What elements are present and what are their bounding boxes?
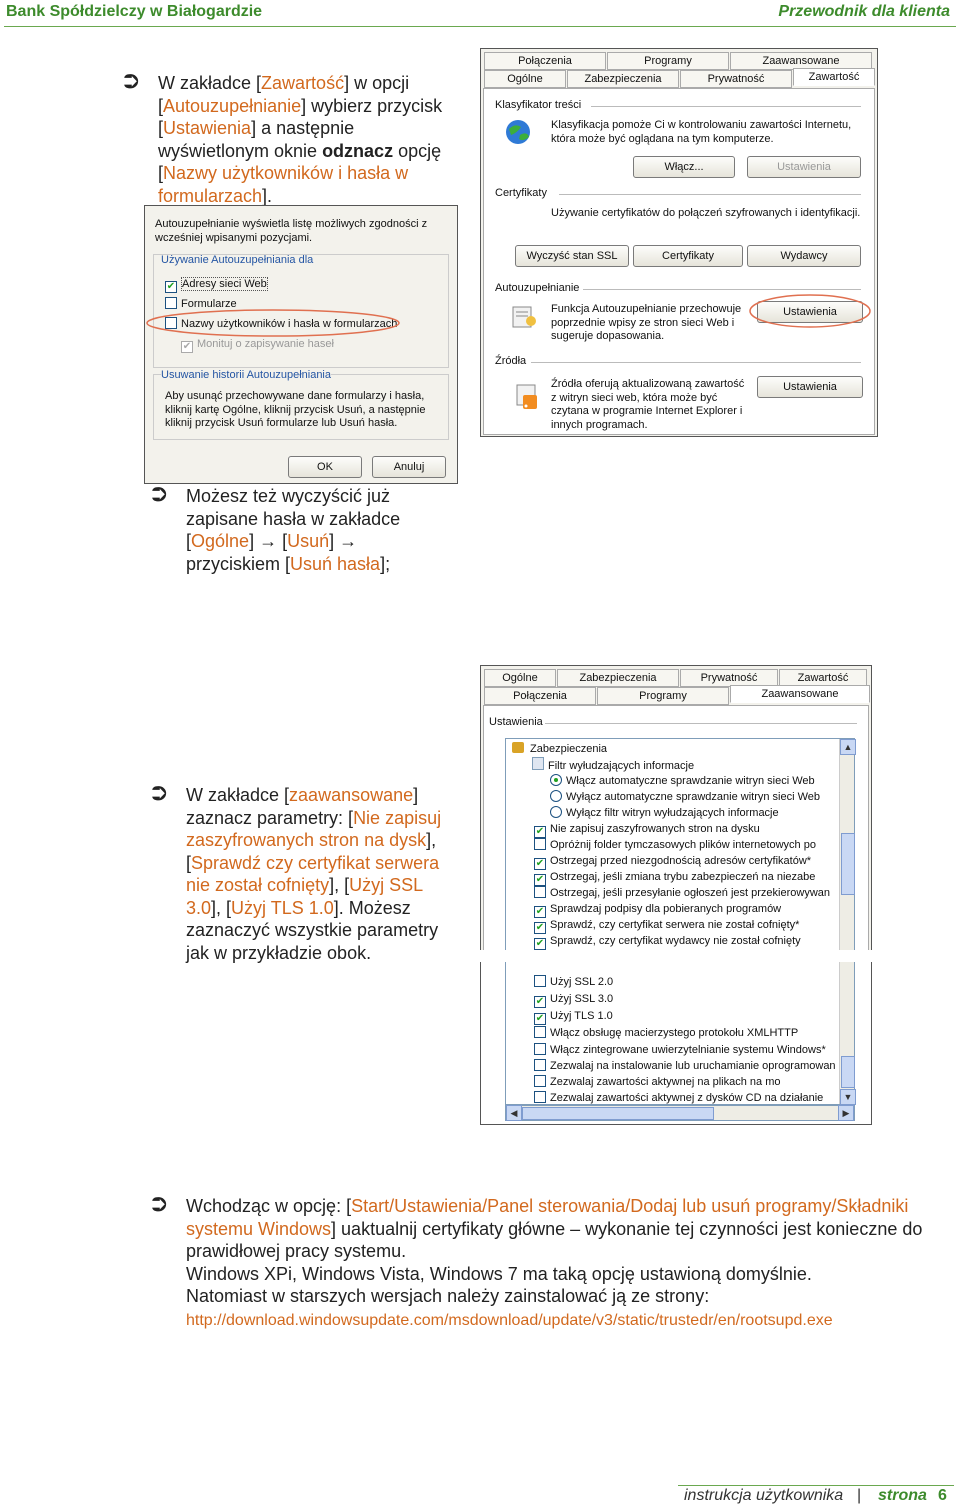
check-nie-zapisuj[interactable] [534,821,760,837]
footer-divider [678,1485,954,1486]
usage-group-title: Używanie Autouzupełniania dla [161,254,314,266]
settings-list[interactable] [505,962,855,1105]
tab-zabezpieczenia[interactable]: Zabezpieczenia [567,70,679,88]
autocomplete-intro: Autouzupełnianie wyświetla listę możliwych zgodności z wcześniej wpisanymi pozycjami. [155,218,428,244]
check-przekierowanie[interactable] [534,885,830,901]
highlight: Usuń hasła [290,553,381,574]
autouzupelnianie-description: Funkcja Autouzupełnianie przechowuje poprzednie wpisy ze stron sieci Web i sugeruje dopasowania. [551,303,742,342]
settings-group-title: Ustawienia [489,716,543,728]
label: Wyłącz automatyczne sprawdzanie witryn sieci Web [566,791,821,803]
text: ]. Możesz zaznaczyć wszystkie parametry jak w przykładzie obok. [186,897,439,963]
tab-programy[interactable]: Programy [597,687,729,705]
checked-icon: ✔ [535,826,545,837]
scroll-down-icon[interactable]: ▼ [840,1089,856,1105]
wydawcy-button[interactable]: Wydawcy [747,245,861,267]
settings-list[interactable] [505,738,855,950]
header-divider [4,26,956,27]
label: Nazwy użytkowników i hasła w formularzach [181,318,398,330]
text: ] zaznacz parametry: [ [186,785,419,828]
check-aktywna-cd[interactable] [534,1090,823,1106]
tab-zawartosc[interactable]: Zawartość [793,68,875,86]
tab-polaczenia[interactable]: Połączenia [484,52,606,70]
arrow-right-icon: → [259,531,278,551]
label: Sprawdzaj podpisy dla pobieranych programów [550,903,782,915]
label: Włącz zintegrowane uwierzytelnianie systemu Windows* [550,1044,826,1056]
arrow-right-icon: → [339,531,358,551]
text: opcję [ [158,140,442,183]
text: W zakładce [ [186,785,290,805]
scroll-thumb[interactable] [522,1107,714,1120]
anuluj-button[interactable]: Anuluj [372,456,446,478]
scrollbar[interactable] [839,739,854,950]
checked-icon: ✔ [535,996,545,1007]
header-guide-title: Przewodnik dla klienta [778,3,950,20]
certyfikaty-button[interactable]: Certyfikaty [633,245,743,267]
checked-icon: ✔ [535,938,545,949]
scroll-thumb[interactable] [841,1056,855,1088]
check-ssl3[interactable] [534,991,613,1007]
divider [583,289,861,290]
bullet-1 [124,72,458,207]
highlight: Ogólne [191,531,250,551]
ok-button[interactable]: OK [288,456,362,478]
tab-polaczenia[interactable]: Połączenia [484,687,596,705]
label: Użyj SSL 2.0 [550,976,614,988]
klasyfikator-description: Klasyfikacja pomoże Ci w kontrolowaniu zawartości Internetu, która może być oglądana na tym komputerze. [551,119,852,145]
check-ssl2[interactable] [534,974,613,990]
unchecked-icon [534,886,546,898]
tab-zaawansowane[interactable]: Zaawansowane [730,52,872,70]
bold-text: odznacz [322,140,394,161]
text: ]; [380,553,391,574]
bullet-arrow-icon: ⮊ [124,72,139,93]
label: Użyj SSL 3.0 [550,993,614,1005]
unchecked-icon [534,1043,546,1055]
divider [591,106,861,107]
label: Włącz obsługę macierzystego protokołu XMLHTTP [550,1027,799,1039]
tab-zaawansowane[interactable]: Zaawansowane [730,685,870,703]
highlight: Zawartość [261,73,345,93]
check-windows-auth[interactable] [534,1042,826,1058]
text: ] a następnie wyświetlonym oknie [158,118,355,161]
check-cert-serwera[interactable] [534,917,799,933]
header-bank-name: Bank Spółdzielczy w Białogardzie [6,3,263,20]
check-cert-wydawcy[interactable] [534,933,801,949]
highlight: Sprawdź czy certyfikat serwera nie został cofnięty [186,852,440,895]
scroll-left-icon[interactable]: ◀ [506,1105,522,1121]
wlacz-button[interactable]: Włącz... [633,156,735,178]
internet-options-content-screenshot [480,48,878,437]
group-klasyfikator: Klasyfikator treści [495,99,582,111]
text: Możesz też wyczyścić już zapisane hasła w zakładce [ [186,486,401,551]
label: Zabezpieczenia [530,743,608,755]
highlight-ellipse [145,306,405,340]
scroll-up-icon[interactable]: ▲ [840,739,856,755]
radio-selected-icon [550,774,562,786]
label: Opróżnij folder tymczasowych plików internetowych po [550,839,816,851]
checked-icon: ✔ [535,922,545,933]
checked-icon: ✔ [535,1013,545,1024]
label: Sprawdź, czy certyfikat wydawcy nie został cofnięty [550,935,801,947]
unchecked-icon [534,1026,546,1038]
horizontal-scrollbar[interactable] [505,1105,855,1121]
bullet-arrow-icon: ⮊ [152,784,167,805]
wyczysc-ssl-button[interactable]: Wyczyść stan SSL [515,245,629,267]
radio-icon [550,790,562,802]
radio-wylacz-filtr[interactable] [550,805,779,821]
check-zmiana-trybu[interactable] [534,869,815,885]
highlight: Usuń [287,531,330,551]
feed-icon [511,381,541,411]
text: [ [277,531,288,551]
tab-ogolne[interactable]: Ogólne [484,70,566,88]
section-zabezpieczenia [512,741,607,757]
group-certyfikaty: Certyfikaty [495,187,547,199]
label: Filtr wyłudzających informacje [548,760,695,772]
text: ] w opcji [ [158,73,410,116]
certyfikaty-description: Używanie certyfikatów do połączeń szyfrowanych i identyfikacji. [551,207,861,219]
divider [545,723,857,724]
footer-page-number: 6 [938,1487,947,1504]
zrodla-description: Źródła oferują aktualizowaną zawartość z witryn sieci web, która może być czytana w programie Internet Explorer i innych programach. [551,378,745,431]
text: przyciskiem [ [186,553,291,574]
label: Użyj TLS 1.0 [550,1010,613,1022]
label: Monituj o zapisywanie haseł [197,338,334,350]
unchecked-icon [534,1059,546,1071]
autocomplete-icon [509,301,539,331]
globe-icon [503,117,533,147]
text: ] [329,531,340,551]
text: ], [ [211,897,232,918]
highlight: Autouzupełnianie [163,95,302,116]
checked-icon: ✔ [166,281,176,292]
label: Sprawdź, czy certyfikat serwera nie został cofnięty* [550,919,800,931]
advanced-settings-continued-screenshot [480,962,872,1125]
footer-separator: | [857,1487,862,1504]
text: Wchodząc w opcję: [ [186,1196,352,1216]
unchecked-icon [534,975,546,987]
rootsupd-download-link[interactable]: http://download.windowsupdate.com/msdownload/update/v3/static/trustedr/en/rootsupd.exe [186,1311,833,1329]
divider [559,194,861,195]
label: Zezwalaj na instalowanie lub uruchamianie oprogramowan [550,1060,836,1072]
scrollbar[interactable] [839,962,854,1104]
label: Adresy sieci Web [182,278,267,290]
bullet-2 [152,485,426,575]
label: Zezwalaj zawartości aktywnej na plikach na mo [550,1076,781,1088]
text: ] wybierz przycisk [ [158,95,443,138]
text: ] [249,531,260,551]
highlight-ellipse [747,291,873,331]
unchecked-icon [534,1075,546,1087]
scroll-right-icon[interactable]: ▶ [838,1105,854,1121]
text: Natomiast w starszych wersjach należy zainstalować ją ze strony: [186,1286,710,1306]
history-description: Aby usunąć przechowywane dane formularzy i hasła, kliknij kartę Ogólne, kliknij przycisk Usuń, a następnie kliknij przycisk Usuń formularze lub Usuń hasła. [165,390,426,429]
text: Windows XPi, Windows Vista, Windows 7 ma taką opcję ustawioną domyślnie. [186,1263,812,1284]
tab-prywatnosc[interactable]: Prywatność [680,669,778,687]
advanced-settings-screenshot [480,665,872,950]
lock-icon [512,742,524,753]
radio-icon [550,806,562,818]
check-aktywna-pliki[interactable] [534,1074,781,1090]
tab-ogolne[interactable]: Ogólne [484,669,556,687]
check-instalowanie[interactable] [534,1058,836,1074]
text: ], [ [186,830,437,873]
highlight: Ustawienia [163,118,252,138]
highlight: Start/Ustawienia/Panel sterowania/Dodaj lub usuń programy/Składniki systemu Windows [186,1196,909,1239]
sub-filtr [532,757,694,773]
text: ]. [262,185,273,206]
label: Ostrzegaj, jeśli zmiana trybu zabezpieczeń na niezabe [550,871,816,883]
text: ], [ [329,875,350,895]
bullet-3 [152,784,456,964]
group-autouzupelnianie: Autouzupełnianie [495,282,580,294]
bullet-arrow-icon: ⮊ [152,485,167,506]
highlight: Użyj TLS 1.0 [231,897,334,918]
footer-page-label: strona [878,1487,927,1504]
bullet-arrow-icon: ⮊ [152,1195,167,1216]
check-podpisy[interactable] [534,901,781,917]
highlight: Użyj SSL 3.0 [186,875,423,918]
adresy-checkbox[interactable] [165,276,268,292]
folder-icon [532,757,544,770]
label: Ostrzegaj, jeśli przesyłanie ogłoszeń jest przekierowywan [550,887,831,899]
label: Ostrzegaj przed niezgodnością adresów certyfikatów* [550,855,812,867]
label: Włącz automatyczne sprawdzanie witryn sieci Web [566,775,815,787]
check-niezgodnosc[interactable] [534,853,811,869]
checked-icon: ✔ [535,874,545,885]
zrodla-ustawienia-button[interactable]: Ustawienia [757,376,863,398]
checked-icon: ✔ [535,906,545,917]
checked-disabled-icon: ✔ [182,341,192,352]
checked-icon: ✔ [535,858,545,869]
label: Nie zapisuj zaszyfrowanych stron na dysku [550,823,760,835]
text: ] uaktualnij certyfikaty główne – wykonanie tej czynności jest konieczne do prawidłowej pracy systemu. [186,1218,923,1261]
check-oproznij[interactable] [534,837,816,853]
unchecked-icon [534,838,546,850]
highlight: Nie zapisuj zaszyfrowanych stron na dysk [186,807,442,850]
divider [531,362,861,363]
highlight: zaawansowane [289,785,414,805]
tab-zabezpieczenia[interactable]: Zabezpieczenia [557,669,679,687]
klasyfikator-ustawienia-button[interactable]: Ustawienia [747,156,861,178]
radio-wlacz[interactable] [550,773,815,789]
tab-zawartosc[interactable]: Zawartość [779,669,867,687]
autocomplete-settings-screenshot [144,205,458,484]
highlight: Nazwy użytkowników i hasła w formularzach [158,163,409,206]
check-xmlhttp[interactable] [534,1025,798,1041]
footer-label: instrukcja użytkownika [684,1487,844,1504]
group-zrodla: Źródła [495,355,527,367]
tab-prywatnosc[interactable]: Prywatność [680,70,792,88]
unchecked-icon [534,1091,546,1103]
label: Formularze [181,298,237,310]
label: Zezwalaj zawartości aktywnej z dysków CD na działanie [550,1092,824,1104]
radio-wylacz-auto[interactable] [550,789,820,805]
check-tls1[interactable] [534,1008,613,1024]
label: Wyłącz filtr witryn wyłudzających informacje [566,807,779,819]
history-group-title: Usuwanie historii Autouzupełniania [161,369,331,381]
bullet-4 [152,1195,926,1332]
text: W zakładce [ [158,73,262,93]
autouzupelnianie-ustawienia-button[interactable]: Ustawienia [757,301,863,323]
tab-programy[interactable]: Programy [607,52,729,70]
scroll-thumb[interactable] [841,833,855,895]
